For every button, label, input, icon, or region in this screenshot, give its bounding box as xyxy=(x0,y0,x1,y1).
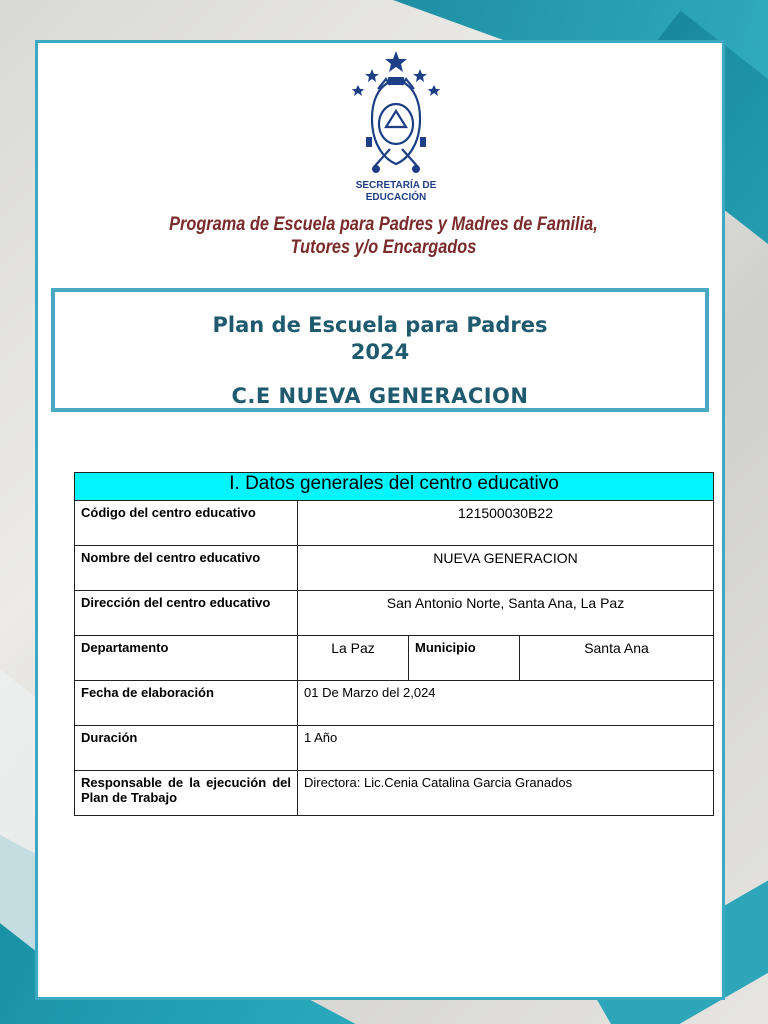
school-name: C.E NUEVA GENERACION xyxy=(231,384,529,408)
plan-title: Plan de Escuela para Padres xyxy=(212,313,548,337)
table-row xyxy=(75,681,714,726)
table-row xyxy=(75,546,714,591)
table-header: I. Datos generales del centro educativo xyxy=(75,473,714,501)
duracion-label: Duración xyxy=(75,726,298,771)
star-icon xyxy=(413,69,427,82)
table-row xyxy=(75,636,714,681)
codigo-value: 121500030B22 xyxy=(298,501,714,546)
departamento-value: La Paz xyxy=(298,636,409,681)
logo-text-line2: EDUCACIÓN xyxy=(365,192,427,203)
fecha-label: Fecha de elaboración xyxy=(75,681,298,726)
program-title xyxy=(87,213,680,259)
nombre-label: Nombre del centro educativo xyxy=(75,546,298,591)
general-data-table xyxy=(74,472,714,816)
logo-text-line1: SECRETARÍA DE xyxy=(355,180,437,191)
table-row xyxy=(75,591,714,636)
responsable-label: Responsable de la ejecución del Plan de Trabajo xyxy=(75,771,298,816)
plan-year: 2024 xyxy=(350,340,410,364)
table-row xyxy=(75,726,714,771)
duracion-value: 1 Año xyxy=(298,726,714,771)
document-page xyxy=(35,40,725,1000)
star-icon xyxy=(428,85,440,96)
nombre-value: NUEVA GENERACION xyxy=(298,546,714,591)
star-icon xyxy=(365,69,379,82)
star-icon xyxy=(385,51,407,72)
program-title-line2: Tutores y/o Encargados xyxy=(290,237,477,258)
direccion-value: San Antonio Norte, Santa Ana, La Paz xyxy=(298,591,714,636)
codigo-label: Código del centro educativo xyxy=(75,501,298,546)
secretaria-educacion-logo xyxy=(346,49,446,209)
fecha-value: 01 De Marzo del 2,024 xyxy=(298,681,714,726)
plan-title-box xyxy=(51,288,709,412)
responsable-value: Directora: Lic.Cenia Catalina Garcia Granados xyxy=(298,771,714,816)
direccion-label: Dirección del centro educativo xyxy=(75,591,298,636)
table-row xyxy=(75,771,714,816)
table-row xyxy=(75,501,714,546)
program-title-line1: Programa de Escuela para Padres y Madres de Familia, xyxy=(169,214,598,235)
municipio-value: Santa Ana xyxy=(520,636,714,681)
star-icon xyxy=(352,85,364,96)
municipio-label: Municipio xyxy=(409,636,520,681)
departamento-label: Departamento xyxy=(75,636,298,681)
